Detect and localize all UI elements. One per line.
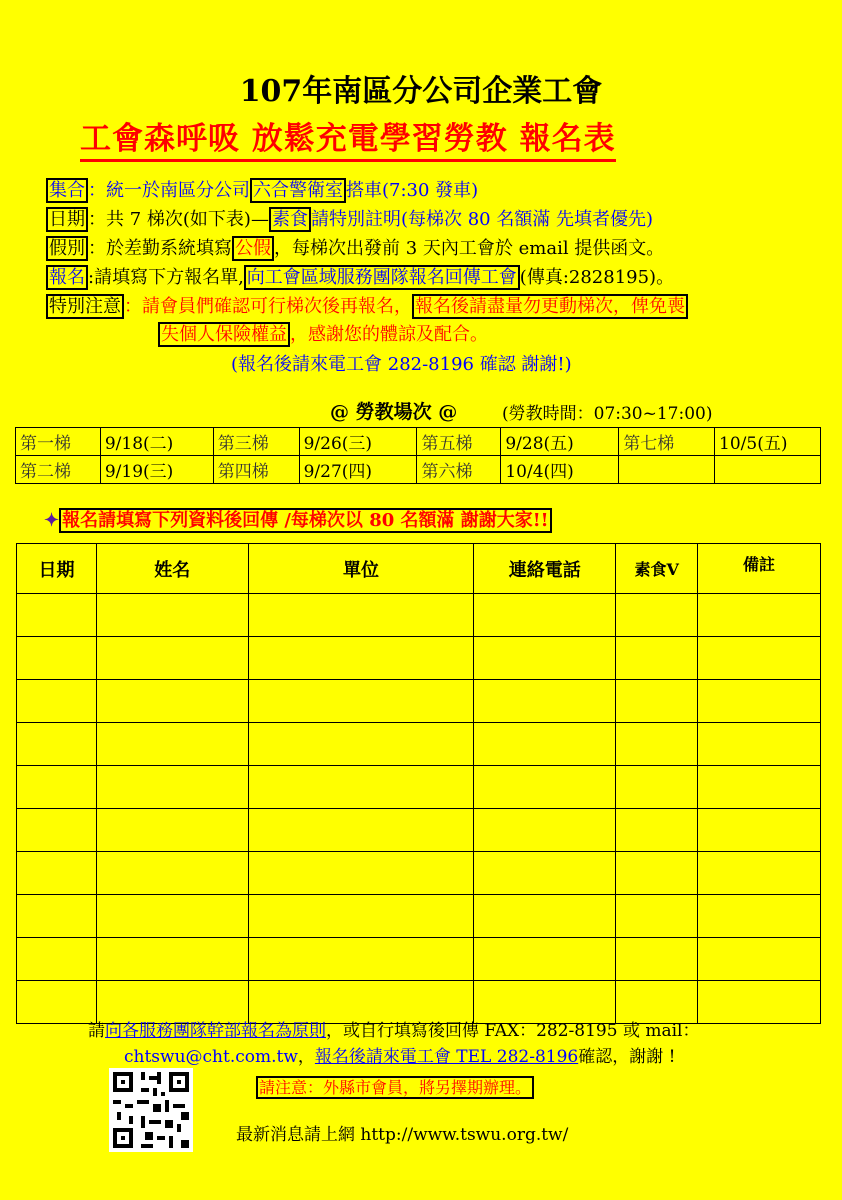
- qr-code-icon: [109, 1068, 193, 1152]
- registration-header: [17, 544, 821, 594]
- batch-date: 9/19(三): [100, 456, 213, 484]
- schedule-table: [15, 427, 821, 484]
- batch-date: 9/18(二): [100, 428, 213, 456]
- table-row[interactable]: [17, 809, 821, 852]
- leave-type: 公假: [232, 236, 274, 261]
- batch-date: [715, 456, 821, 484]
- footer-line-1: 請向各服務團隊幹部報名為原則，或自行填寫後回傳 FAX：282-8195 或 mail：: [88, 1021, 700, 1041]
- page-title: 107年南區分公司企業工會: [239, 74, 603, 109]
- schedule-time: (勞教時間：07:30~17:00): [502, 404, 713, 424]
- batch-label: [619, 456, 715, 484]
- footer-note: 請注意：外縣市會員，將另擇期辦理。: [256, 1076, 534, 1099]
- gather-label: 集合: [46, 178, 88, 203]
- batch-label: 第七梯: [619, 428, 715, 456]
- schedule-row: [16, 428, 821, 456]
- registration-table: [16, 543, 821, 1024]
- schedule-row: [16, 456, 821, 484]
- footer-line-2: chtswu@cht.com.tw，報名後請來電工會 TEL 282-8196確認，謝謝 !: [124, 1047, 676, 1067]
- signup-line: 報名 :請填寫下方報名單, 向工會區域服務團隊報名回傳工會 (傳真:2828195)。: [46, 265, 674, 291]
- website-line: 最新消息請上網 http://www.tswu.org.tw/: [236, 1125, 569, 1145]
- table-row[interactable]: [17, 766, 821, 809]
- schedule-title: @ 勞教場次 @: [330, 401, 458, 423]
- batch-label: 第四梯: [213, 456, 299, 484]
- gather-line: 集合 ：統一於南區分公司 六合警衛室 搭車(7:30 發車): [46, 178, 478, 204]
- notice-warning: 報名後請盡量勿更動梯次，俾免喪: [412, 294, 688, 319]
- batch-label: 第三梯: [213, 428, 299, 456]
- batch-date: 9/27(四): [299, 456, 417, 484]
- signup-target: 向工會區域服務團隊報名回傳工會: [244, 265, 520, 290]
- form-note-line: [44, 506, 552, 532]
- col-phone: 連絡電話: [474, 544, 616, 594]
- gather-place: 六合警衛室: [250, 178, 346, 203]
- table-row[interactable]: [17, 895, 821, 938]
- table-row[interactable]: [17, 938, 821, 981]
- notice-line-2: 失個人保險權益 ，感謝您的體諒及配合。: [158, 322, 488, 348]
- batch-date: 10/5(五): [715, 428, 821, 456]
- notice-insurance: 失個人保險權益: [158, 322, 290, 347]
- dates-label: 日期: [46, 207, 88, 232]
- leave-line: 假別 ：於差勤系統填寫 公假 ，每梯次出發前 3 天內工會於 email 提供函文。: [46, 236, 664, 262]
- table-row[interactable]: [17, 723, 821, 766]
- table-row[interactable]: [17, 680, 821, 723]
- batch-label: 第六梯: [417, 456, 501, 484]
- form-subtitle: 工會森呼吸 放鬆充電學習勞教 報名表: [80, 120, 616, 162]
- leave-label: 假別: [46, 236, 88, 261]
- notice-label: 特別注意: [46, 294, 124, 319]
- batch-label: 第二梯: [16, 456, 101, 484]
- form-note: 報名請填寫下列資料後回傳 /每梯次以 80 名額滿 謝謝大家!!: [59, 508, 552, 533]
- batch-date: 10/4(四): [501, 456, 619, 484]
- footer-note-wrap: [256, 1075, 534, 1098]
- table-row[interactable]: [17, 637, 821, 680]
- col-date: 日期: [17, 544, 97, 594]
- batch-label: 第一梯: [16, 428, 101, 456]
- table-row[interactable]: [17, 852, 821, 895]
- confirm-note: (報名後請來電工會 282-8196 確認 謝謝!): [231, 354, 572, 375]
- batch-label: 第五梯: [417, 428, 501, 456]
- phone-confirm: 報名後請來電工會 TEL 282-8196: [314, 1047, 579, 1067]
- table-row[interactable]: [17, 594, 821, 637]
- batch-date: 9/26(三): [299, 428, 417, 456]
- signup-label: 報名: [46, 265, 88, 290]
- dates-line: 日期 ：共 7 梯次(如下表)— 素食 請特別註明(每梯次 80 名額滿 先填者優先): [46, 207, 653, 233]
- batch-date: 9/28(五): [501, 428, 619, 456]
- col-remark: 備註: [698, 544, 821, 594]
- col-name: 姓名: [96, 544, 248, 594]
- veg-label: 素食: [269, 207, 311, 232]
- col-veg: 素食V: [616, 544, 698, 594]
- notice-line: 特別注意 ：請會員們確認可行梯次後再報名， 報名後請盡量勿更動梯次，俾免喪: [46, 294, 688, 320]
- mail-address[interactable]: chtswu@cht.com.tw: [124, 1047, 298, 1067]
- col-unit: 單位: [248, 544, 474, 594]
- pointer-icon: ✦: [44, 510, 60, 531]
- footer-instruction: 向各服務團隊幹部報名為原則: [105, 1021, 326, 1041]
